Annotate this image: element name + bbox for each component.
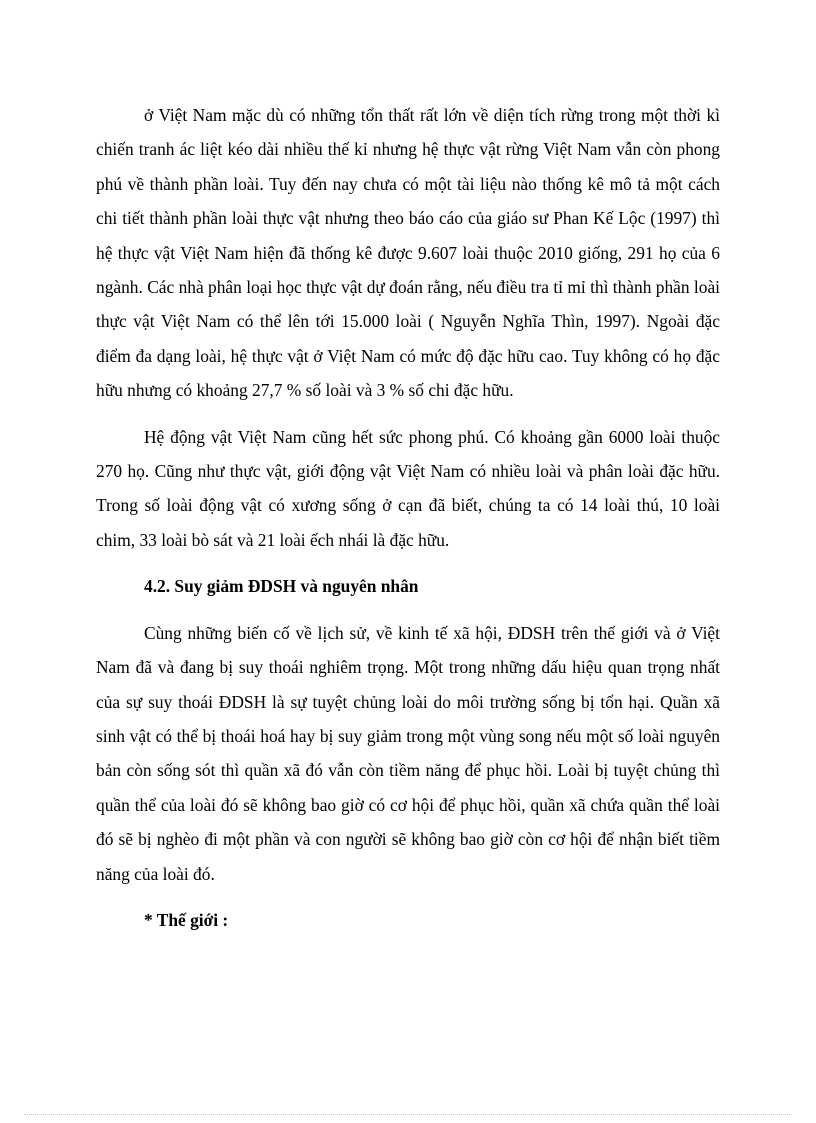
page-footer-divider (24, 1114, 792, 1115)
paragraph-gap (96, 604, 720, 616)
section-heading: 4.2. Suy giảm ĐDSH và nguyên nhân (144, 576, 419, 597)
paragraph-flora: ở Việt Nam mặc dù có những tổn thất rất lớn về diện tích rừng trong một thời kì chiến tranh ác liệt kéo dài nhiều thế kỉ nhưng hệ thực vật rừng Việt Nam vẫn còn phong phú về thành phần loài. Tuy đến nay chưa có một tài liệu nào thống kê mô tả một cách chi tiết thành phần loài thực vật nhưng theo báo cáo của giáo sư Phan Kế Lộc (1997) thì hệ thực vật Việt Nam hiện đã thống kê được 9.607 loài thuộc 2010 giống, 291 họ của 6 ngành. Các nhà phân loại học thực vật dự đoán rằng, nếu điều tra tỉ mỉ thì thành phần loài thực vật Việt Nam có thể lên tới 15.000 loài ( Nguyễn Nghĩa Thìn, 1997). Ngoài đặc điểm đa dạng loài, hệ thực vật ở Việt Nam có mức độ đặc hữu cao. Tuy không có họ đặc hữu nhưng có khoảng 27,7 % số loài và 3 % số chi đặc hữu. (96, 105, 720, 401)
paragraph-fauna: Hệ động vật Việt Nam cũng hết sức phong phú. Có khoảng gần 6000 loài thuộc 270 họ. Cũng như thực vật, giới động vật Việt Nam có nhiều loài và phân loài đặc hữu. Trong số loài động vật có xương sống ở cạn đã biết, chúng ta có 14 loài thú, 10 loài chim, 33 loài bò sát và 21 loài ếch nhái là đặc hữu. (96, 426, 720, 550)
paragraph-decline: Cùng những biến cố về lịch sử, về kinh tế xã hội, ĐDSH trên thế giới và ở Việt Nam đã và đang bị suy thoái nghiêm trọng. Một trong những dấu hiệu quan trọng nhất của sự suy thoái ĐDSH là sự tuyệt chủng loài do môi trường sống bị tổn hại. Quần xã sinh vật có thể bị thoái hoá hay bị suy giảm trong một vùng song nếu một số loài nguyên bản còn sống sót thì quần xã đó vẫn còn tiềm năng để phục hồi. Loài bị tuyệt chủng thì quần thể của loài đó sẽ không bao giờ có cơ hội để phục hồi, quần xã chứa quần thể loài đó sẽ bị nghèo đi một phần và con người sẽ không bao giờ còn cơ hội để nhận biết tiềm năng của loài đó. (96, 622, 720, 884)
paragraph-gap (96, 408, 720, 420)
subheading-world: * Thế giới : (144, 909, 229, 930)
document-body (96, 98, 720, 937)
paragraph-gap (96, 557, 720, 569)
paragraph-gap (96, 891, 720, 903)
